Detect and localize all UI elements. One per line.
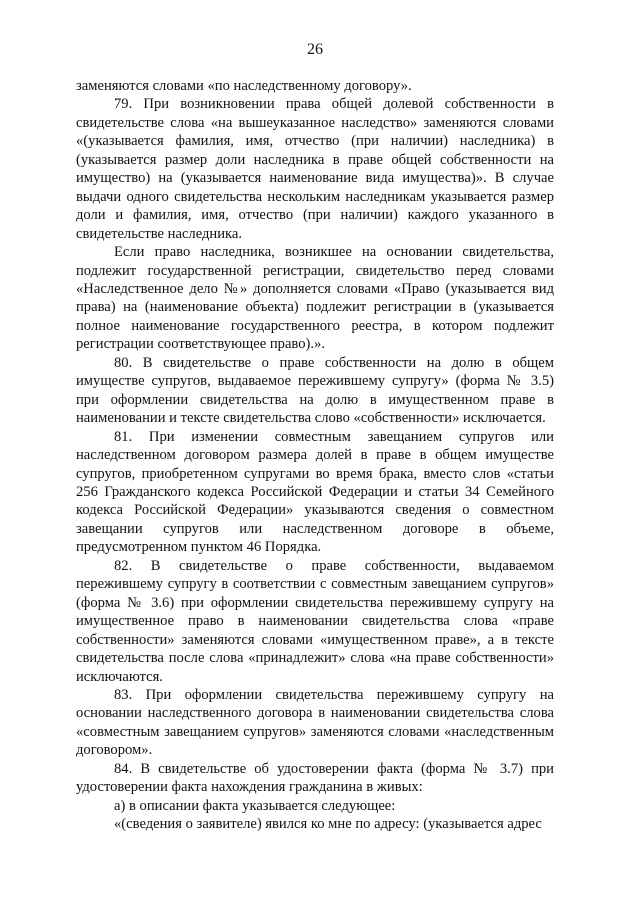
paragraph: заменяются словами «по наследственному договору». <box>76 78 412 94</box>
subparagraph-a: а) в описании факта указывается следующее: <box>114 797 396 814</box>
paragraph-84: 84. В свидетельстве об удостоверении факта (форма № 3.7) при удостоверении факта нахождения гражданина в живых: <box>76 760 554 796</box>
paragraph-80: 80. В свидетельстве о праве собственности на долю в общем имуществе супругов, выдаваемое пережившему супругу» (форма № 3.5) при оформлении свидетельства на долю в имущественном праве в наименовании и тексте свидетельства слово «собственности» исключается. <box>76 354 554 427</box>
paragraph: Если право наследника, возникшее на основании свидетельства, подлежит государственной регистрации, свидетельство перед словами «Наследственное дело №» дополняется словами «Право (указывается вид права) на (наименование объекта) подлежит регистрации в (указывается полное наименование государственного реестра, в котором подлежит регистрации соответствующее право).». <box>76 244 554 353</box>
paragraph: «(сведения о заявителе) явился ко мне по адресу: (указывается адрес <box>114 816 542 833</box>
paragraph-79: 79. При возникновении права общей долевой собственности в свидетельстве слова «на вышеуказанное наследство» заменяются словами «(указывается фамилия, имя, отчество (при наличии) наследника) в (указывается размер доли наследника в праве общей собственности на имущество) на (указывается наименование вида имущества)». В случае выдачи одного свидетельства нескольким наследникам указывается размер доли и фамилия, имя, отчество (при наличии) каждого указанного в свидетельстве наследника. <box>76 96 554 242</box>
paragraph-82: 82. В свидетельстве о праве собственности, выдаваемом пережившему супругу в соответствии с совместным завещанием супругов» (форма № 3.6) при оформлении свидетельства пережившему супругу на имущественное право в наименовании свидетельства слова «праве собственности» заменяются словами «имущественном праве», а в тексте свидетельства после слова «принадлежит» слова «на праве собственности» исключаются. <box>76 557 554 685</box>
paragraph-81: 81. При изменении совместным завещанием супругов или наследственном договором размера долей в праве в общем имуществе супругов, приобретенном супругами во время брака, вместо слов «статьи 256 Гражданского кодекса Российской Федерации и статьи 34 Семейного кодекса Российской Федерации» указываются сведения о совместном завещании супругов или наследственном договоре в объеме, предусмотренном пунктом 46 Порядка. <box>76 428 554 556</box>
paragraph-83: 83. При оформлении свидетельства пережившему супругу на основании наследственного договора в наименовании свидетельства слова «совместным завещанием супругов» заменяются словами «наследственным договором». <box>76 686 554 759</box>
document-body <box>76 77 554 834</box>
page-number: 26 <box>307 41 323 58</box>
